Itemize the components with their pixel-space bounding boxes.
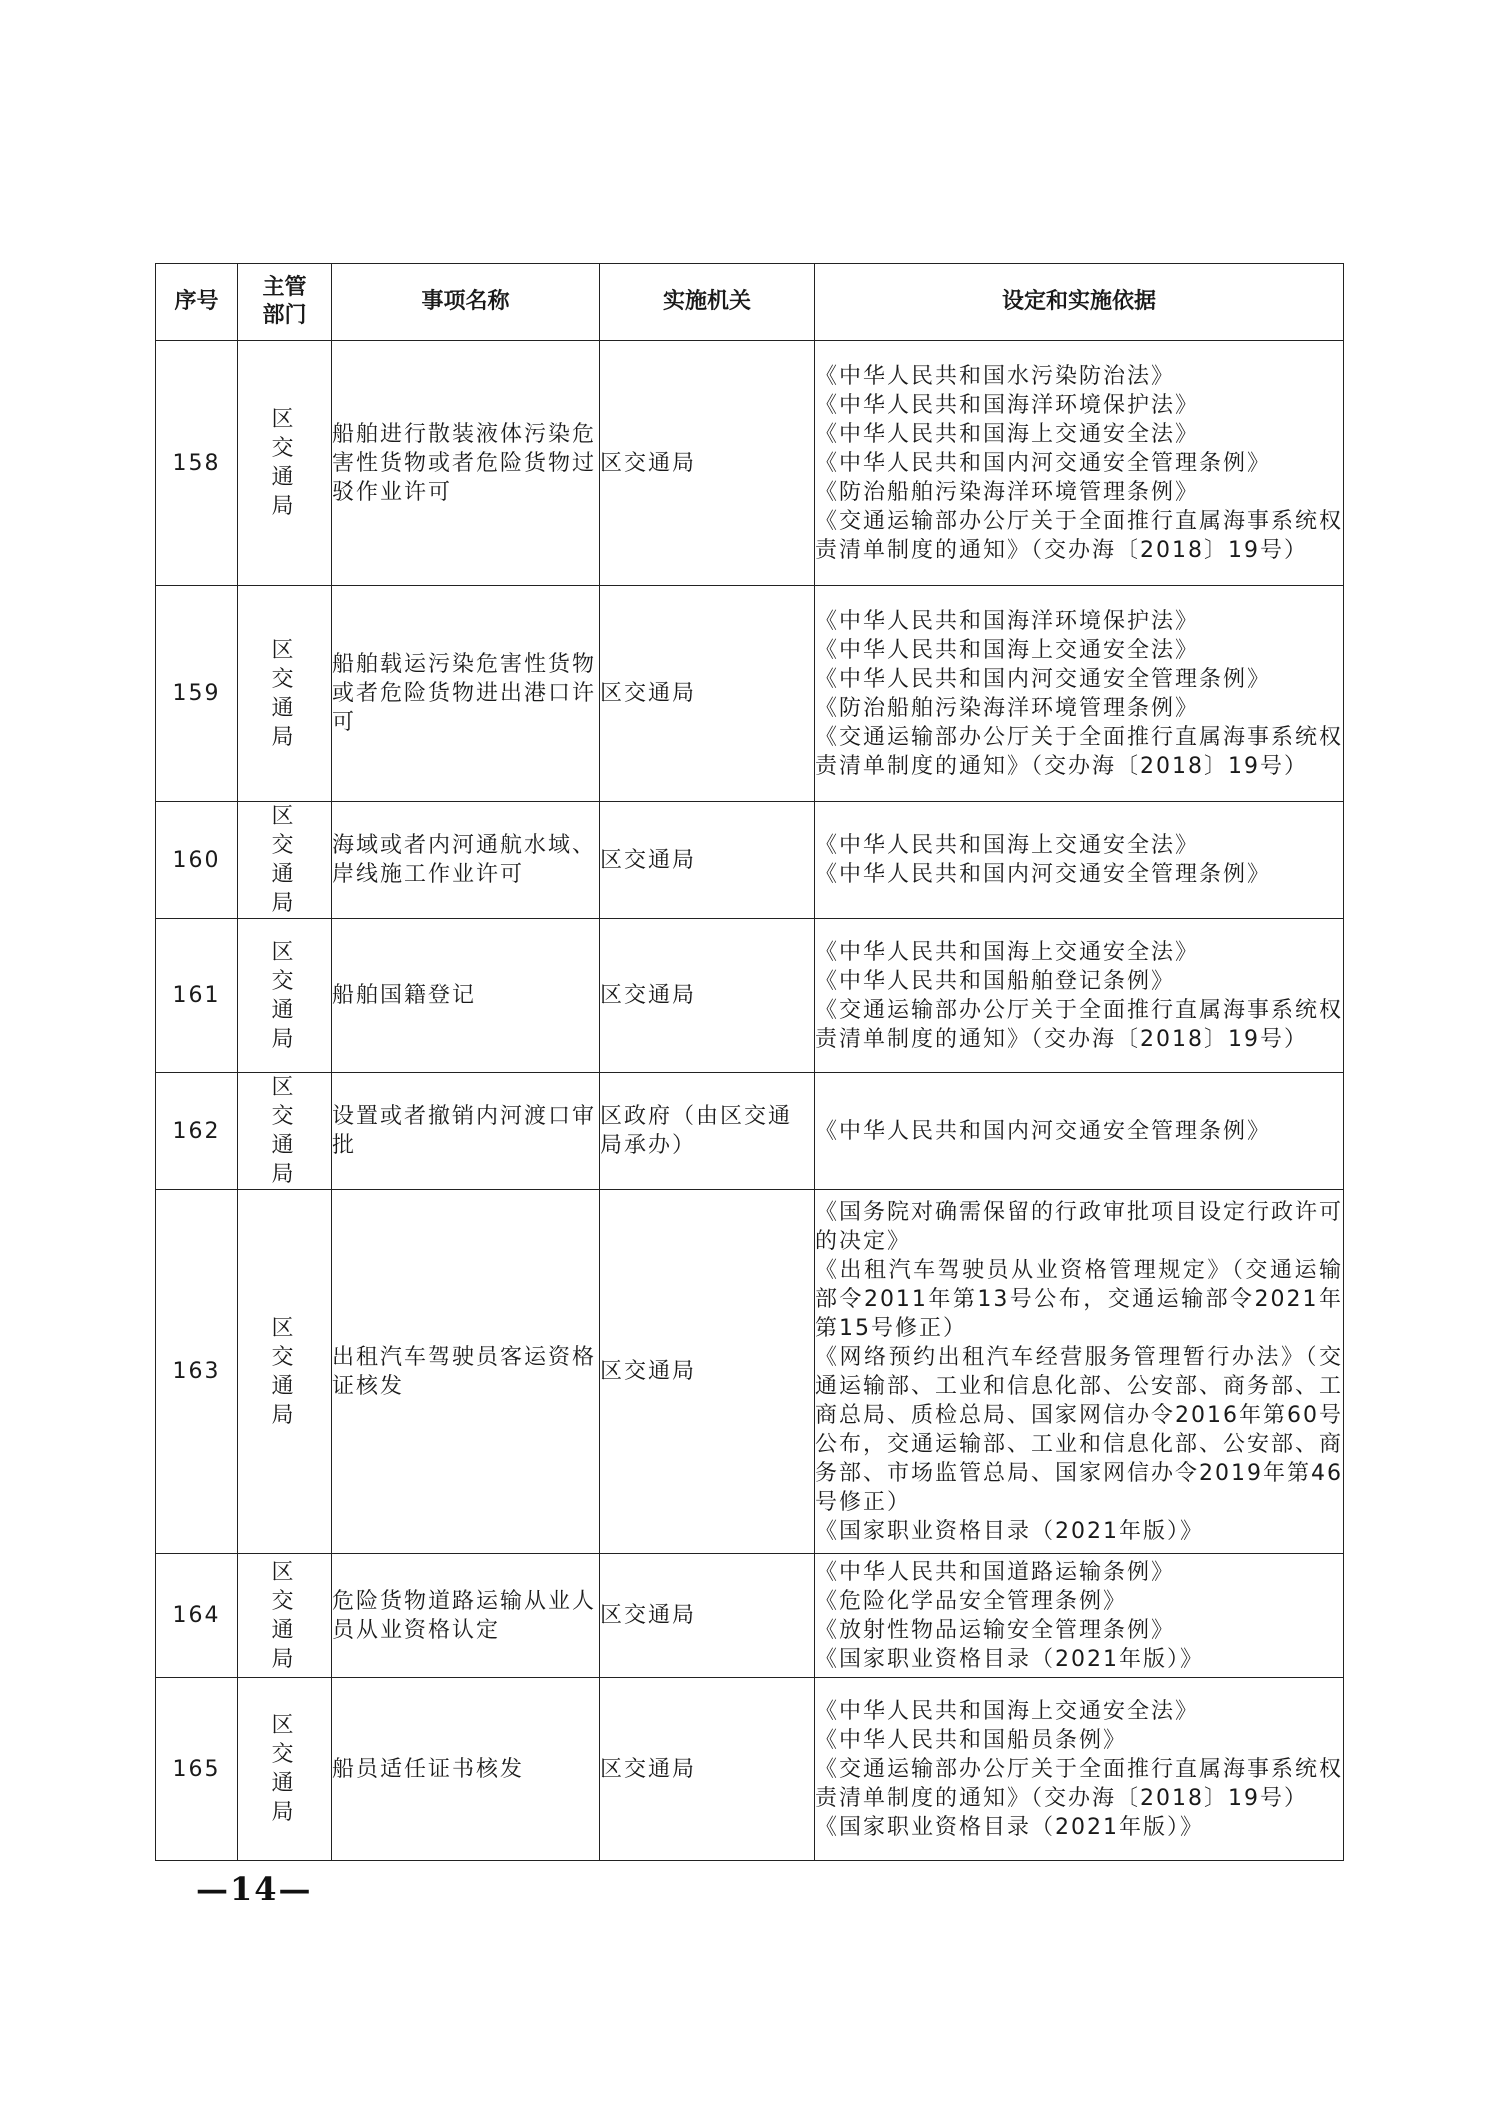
basis-line: 《中华人民共和国船舶登记条例》 <box>815 968 1176 994</box>
basis-line: 《中华人民共和国海上交通安全法》 <box>815 637 1200 663</box>
row-item-name: 船舶载运污染危害性货物或者危险货物进出港口许可 <box>332 586 600 802</box>
basis-line: 《中华人民共和国内河交通安全管理条例》 <box>815 450 1272 476</box>
row-dept: 区交通局 <box>238 1073 332 1190</box>
table-row <box>156 1554 1344 1678</box>
basis-line: 《中华人民共和国船员条例》 <box>815 1727 1128 1753</box>
row-number: 161 <box>156 919 238 1073</box>
basis-line: 《中华人民共和国海上交通安全法》 <box>815 833 1200 858</box>
header-dept: 主管部门 <box>238 264 332 341</box>
row-dept: 区交通局 <box>238 1554 332 1678</box>
items-table <box>155 263 1344 1861</box>
row-number: 158 <box>156 341 238 586</box>
table-header-row <box>156 264 1344 341</box>
table-row <box>156 341 1344 586</box>
row-number: 165 <box>156 1678 238 1861</box>
basis-line: 《国务院对确需保留的行政审批项目设定行政许可的决定》 <box>815 1199 1344 1254</box>
row-item-name: 船员适任证书核发 <box>332 1678 600 1861</box>
row-dept: 区交通局 <box>238 586 332 802</box>
row-basis <box>815 1678 1344 1861</box>
row-basis <box>815 341 1344 586</box>
table-row <box>156 586 1344 802</box>
row-org: 区交通局 <box>600 1554 815 1678</box>
header-basis: 设定和实施依据 <box>815 264 1344 341</box>
header-no: 序号 <box>156 264 238 341</box>
row-number: 164 <box>156 1554 238 1678</box>
row-basis <box>815 1190 1344 1554</box>
row-item-name: 设置或者撤销内河渡口审批 <box>332 1073 600 1190</box>
basis-line: 《交通运输部办公厅关于全面推行直属海事系统权责清单制度的通知》（交办海〔2018〕19号） <box>815 1756 1344 1811</box>
row-item-name: 危险货物道路运输从业人员从业资格认定 <box>332 1554 600 1678</box>
basis-line: 《中华人民共和国海洋环境保护法》 <box>815 392 1200 418</box>
header-name: 事项名称 <box>332 264 600 341</box>
basis-line: 《国家职业资格目录（2021年版）》 <box>815 1518 1204 1544</box>
row-dept: 区交通局 <box>238 919 332 1073</box>
table-row <box>156 1678 1344 1861</box>
row-org: 区交通局 <box>600 1678 815 1861</box>
row-basis <box>815 802 1344 919</box>
row-dept: 区交通局 <box>238 1190 332 1554</box>
row-number: 163 <box>156 1190 238 1554</box>
row-basis <box>815 586 1344 802</box>
row-number: 159 <box>156 586 238 802</box>
basis-line: 《中华人民共和国内河交通安全管理条例》 <box>815 862 1272 887</box>
row-item-name: 出租汽车驾驶员客运资格证核发 <box>332 1190 600 1554</box>
row-org: 区交通局 <box>600 802 815 919</box>
row-dept: 区交通局 <box>238 341 332 586</box>
page-number: —14— <box>196 1870 313 1908</box>
basis-line: 《中华人民共和国海上交通安全法》 <box>815 421 1200 447</box>
row-basis <box>815 919 1344 1073</box>
basis-line: 《中华人民共和国海洋环境保护法》 <box>815 608 1200 634</box>
table-row <box>156 1073 1344 1190</box>
basis-line: 《出租汽车驾驶员从业资格管理规定》（交通运输部令2011年第13号公布，交通运输部令2021年第15号修正） <box>815 1257 1343 1341</box>
basis-line: 《交通运输部办公厅关于全面推行直属海事系统权责清单制度的通知》（交办海〔2018〕19号） <box>815 724 1344 779</box>
row-dept: 区交通局 <box>238 802 332 919</box>
table-row <box>156 919 1344 1073</box>
basis-line: 《危险化学品安全管理条例》 <box>815 1588 1128 1614</box>
row-org: 区交通局 <box>600 586 815 802</box>
basis-line: 《中华人民共和国道路运输条例》 <box>815 1559 1176 1585</box>
row-org: 区政府（由区交通局承办） <box>600 1073 815 1190</box>
table-row <box>156 802 1344 919</box>
basis-line: 《中华人民共和国海上交通安全法》 <box>815 939 1200 965</box>
basis-line: 《中华人民共和国海上交通安全法》 <box>815 1698 1200 1724</box>
row-basis <box>815 1554 1344 1678</box>
row-item-name: 船舶国籍登记 <box>332 919 600 1073</box>
basis-line: 《交通运输部办公厅关于全面推行直属海事系统权责清单制度的通知》（交办海〔2018〕19号） <box>815 508 1344 563</box>
table-row <box>156 1190 1344 1554</box>
basis-line: 《网络预约出租汽车经营服务管理暂行办法》（交通运输部、工业和信息化部、公安部、商务部、工商总局、质检总局、国家网信办令2016年第60号公布，交通运输部、工业和信息化部、公安部、商务部、市场监管总局、国家网信办令2019年第46号修正） <box>815 1344 1344 1515</box>
basis-line: 《国家职业资格目录（2021年版）》 <box>815 1646 1204 1672</box>
row-number: 160 <box>156 802 238 919</box>
row-item-name: 船舶进行散装液体污染危害性货物或者危险货物过驳作业许可 <box>332 341 600 586</box>
row-org: 区交通局 <box>600 919 815 1073</box>
basis-line: 《交通运输部办公厅关于全面推行直属海事系统权责清单制度的通知》（交办海〔2018〕19号） <box>815 997 1344 1052</box>
basis-line: 《中华人民共和国水污染防治法》 <box>815 363 1176 389</box>
basis-line: 《防治船舶污染海洋环境管理条例》 <box>815 479 1200 505</box>
row-item-name: 海域或者内河通航水域、岸线施工作业许可 <box>332 802 600 919</box>
row-number: 162 <box>156 1073 238 1190</box>
row-org: 区交通局 <box>600 341 815 586</box>
basis-line: 《放射性物品运输安全管理条例》 <box>815 1617 1176 1643</box>
basis-line: 《中华人民共和国内河交通安全管理条例》 <box>815 1118 1272 1144</box>
row-basis <box>815 1073 1344 1190</box>
basis-line: 《国家职业资格目录（2021年版）》 <box>815 1814 1204 1840</box>
row-dept: 区交通局 <box>238 1678 332 1861</box>
header-org: 实施机关 <box>600 264 815 341</box>
basis-line: 《中华人民共和国内河交通安全管理条例》 <box>815 666 1272 692</box>
basis-line: 《防治船舶污染海洋环境管理条例》 <box>815 695 1200 721</box>
row-org: 区交通局 <box>600 1190 815 1554</box>
